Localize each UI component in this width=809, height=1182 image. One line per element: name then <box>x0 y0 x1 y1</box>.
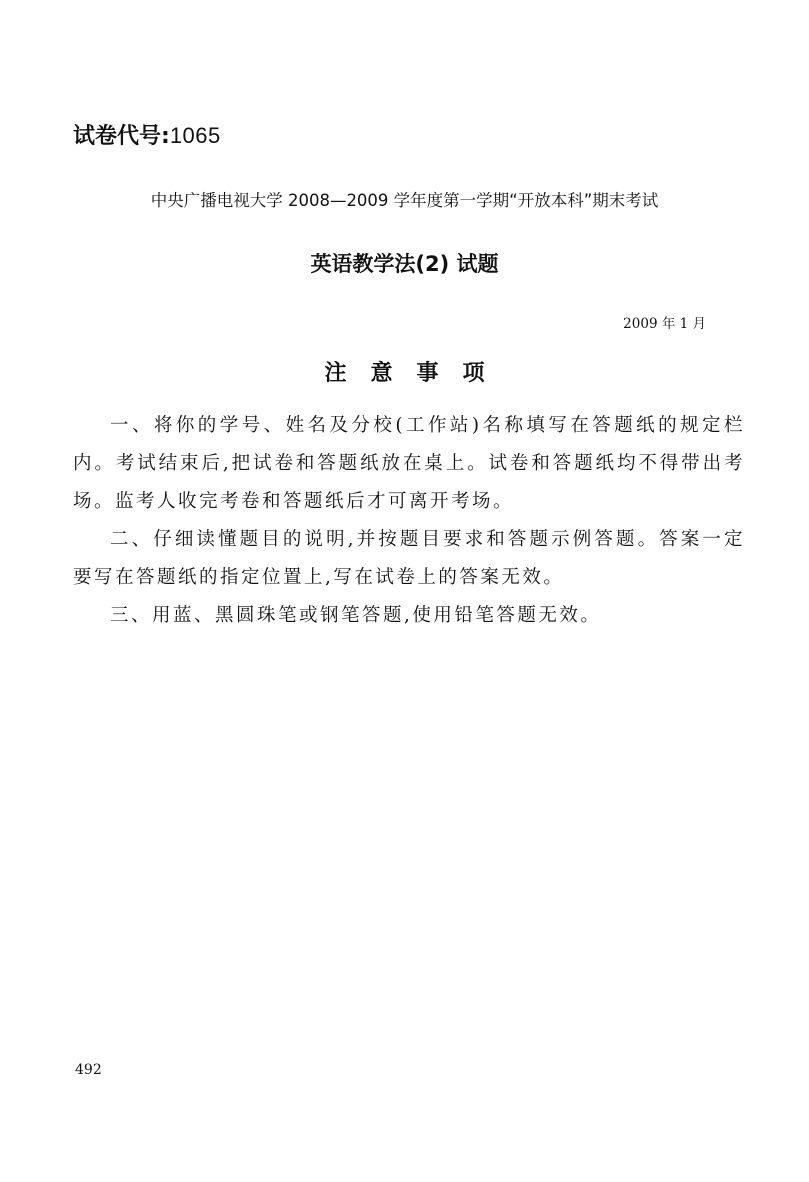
instruction-item-3: 三、用蓝、黑圆珠笔或钢笔答题,使用铅笔答题无效。 <box>110 605 602 626</box>
paper-code <box>73 120 221 153</box>
paper-code-label: 试卷代号: <box>73 124 170 149</box>
page-number: 492 <box>75 1062 102 1078</box>
paper-code-value: 1065 <box>169 123 221 148</box>
instruction-item-2: 二、仔细读懂题目的说明,并按题目要求和答题示例答题。答案一定要写在答题纸的指定位置上,写在试卷上的答案无效。 <box>73 529 745 588</box>
instructions <box>73 407 745 635</box>
notice-heading: 注意事项 <box>324 361 509 386</box>
instruction-item-1: 一、将你的学号、姓名及分校(工作站)名称填写在答题纸的规定栏内。考试结束后,把试卷和答题纸放在桌上。试卷和答题纸均不得带出考场。监考人收完考卷和答题纸后才可离开考场。 <box>73 415 745 512</box>
exam-date: 2009 年 1 月 <box>623 316 706 332</box>
exam-title: 英语教学法(2) 试题 <box>310 252 499 276</box>
exam-header: 中央广播电视大学 2008—2009 学年度第一学期“开放本科”期末考试 <box>150 191 659 210</box>
